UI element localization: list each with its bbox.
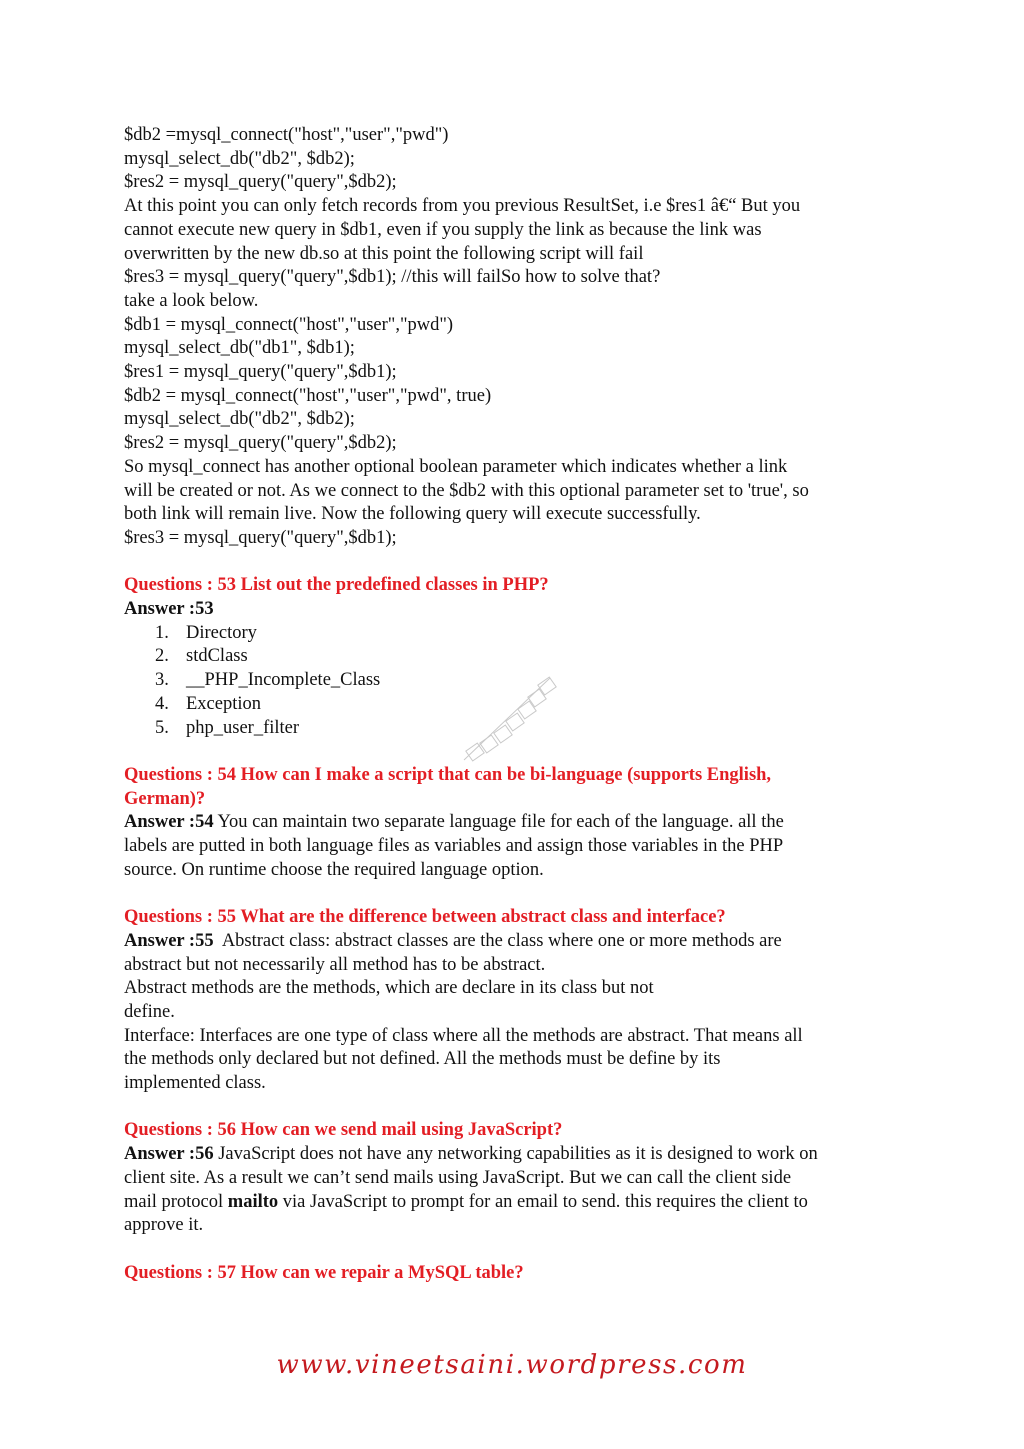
- mailto-keyword: mailto: [227, 1191, 279, 1212]
- section-gap: [124, 551, 904, 575]
- intro-line: both link will remain live. Now the following query will execute successfully.: [124, 504, 701, 525]
- intro-line: $res3 = mysql_query("query",$db1);: [124, 527, 397, 548]
- answer-55-line: [124, 930, 904, 954]
- list-item-number: 5.: [155, 717, 169, 738]
- answer-55-line: define.: [124, 1001, 175, 1022]
- watermark-stamp: [462, 676, 562, 764]
- list-item-number: 3.: [155, 670, 169, 691]
- answer-54-line: [124, 811, 904, 835]
- answer-56-text: JavaScript does not have any networking capabilities as it is designed to work on: [213, 1144, 818, 1165]
- answer-56-line: [124, 1143, 904, 1167]
- intro-line: will be created or not. As we connect to the $db2 with this optional parameter set to 'true', so: [124, 480, 809, 501]
- list-item: [155, 622, 904, 646]
- list-item-number: 1.: [155, 622, 169, 643]
- intro-line: At this point you can only fetch records from you previous ResultSet, i.e $res1 â€“ But you: [124, 196, 801, 217]
- section-gap: [124, 1238, 904, 1262]
- list-item: [155, 645, 904, 669]
- answer-55-text: Abstract class: abstract classes are the class where one or more methods are: [213, 930, 782, 951]
- answer-55-line: Interface: Interfaces are one type of class where all the methods are abstract. That means all: [124, 1025, 803, 1046]
- intro-line: $res1 = mysql_query("query",$db1);: [124, 362, 397, 383]
- answer-56-line: approve it.: [124, 1215, 204, 1236]
- answer-54-text: You can maintain two separate language file for each of the language. all the: [213, 812, 784, 833]
- list-item-text: Directory: [186, 622, 257, 643]
- intro-line: $res3 = mysql_query("query",$db1); //this will failSo how to solve that?: [124, 267, 661, 288]
- list-item-text: __PHP_Incomplete_Class: [186, 670, 381, 691]
- answer-54-label: Answer :54: [124, 812, 214, 833]
- question-57-section: [124, 1262, 904, 1286]
- answer-55-line: implemented class.: [124, 1073, 266, 1094]
- answer-56-text: mail protocol: [124, 1191, 228, 1212]
- intro-line: $db1 = mysql_connect("host","user","pwd"): [124, 314, 454, 335]
- list-item-text: php_user_filter: [186, 717, 300, 738]
- intro-line: mysql_select_db("db1", $db1);: [124, 338, 355, 359]
- answer-56-label: Answer :56: [124, 1144, 214, 1165]
- list-item-text: Exception: [186, 693, 262, 714]
- question-53-heading: Questions : 53 List out the predefined classes in PHP?: [124, 575, 549, 596]
- intro-line: overwritten by the new db.so at this point the following script will fail: [124, 243, 644, 264]
- intro-line: $res2 = mysql_query("query",$db2);: [124, 433, 397, 454]
- question-56-section: [124, 1119, 904, 1238]
- intro-line: mysql_select_db("db2", $db2);: [124, 409, 355, 430]
- section-gap: [124, 882, 904, 906]
- answer-55-line: abstract but not necessarily all method has to be abstract.: [124, 954, 546, 975]
- intro-line: cannot execute new query in $db1, even if you supply the link as because the link was: [124, 219, 762, 240]
- answer-54-line: labels are putted in both language files as variables and assign those variables in the PHP: [124, 836, 784, 857]
- question-54-heading: Questions : 54 How can I make a script that can be bi-language (supports English,: [124, 764, 772, 785]
- answer-56-text: via JavaScript to prompt for an email to send. this requires the client to: [278, 1191, 808, 1212]
- question-54-heading-cont: German)?: [124, 788, 206, 809]
- intro-line: $res2 = mysql_query("query",$db2);: [124, 172, 397, 193]
- question-55-heading: Questions : 55 What are the difference between abstract class and interface?: [124, 907, 726, 928]
- intro-block: [124, 124, 904, 551]
- list-item-text: stdClass: [186, 646, 248, 667]
- list-item-number: 2.: [155, 646, 169, 667]
- section-gap: [124, 1096, 904, 1120]
- answer-55-line: the methods only declared but not defined. All the methods must be define by its: [124, 1049, 721, 1070]
- question-55-section: [124, 906, 904, 1096]
- answer-53-label: Answer :53: [124, 599, 214, 620]
- answer-55-line: Abstract methods are the methods, which are declare in its class but not: [124, 978, 654, 999]
- answer-55-label: Answer :55: [124, 930, 214, 951]
- intro-line: mysql_select_db("db2", $db2);: [124, 148, 355, 169]
- answer-54-line: source. On runtime choose the required language option.: [124, 859, 544, 880]
- footer-website-url: www.vineetsaini.wordpress.com: [276, 1350, 748, 1380]
- question-54-section: [124, 764, 904, 883]
- question-56-heading: Questions : 56 How can we send mail using JavaScript?: [124, 1120, 563, 1141]
- answer-56-line: [124, 1191, 904, 1215]
- intro-line: $db2 =mysql_connect("host","user","pwd"): [124, 125, 449, 145]
- intro-line: So mysql_connect has another optional boolean parameter which indicates whether a link: [124, 456, 788, 477]
- intro-line: take a look below.: [124, 290, 259, 311]
- intro-line: $db2 = mysql_connect("host","user","pwd", true): [124, 385, 492, 406]
- question-57-heading: Questions : 57 How can we repair a MySQL table?: [124, 1262, 524, 1283]
- list-item-number: 4.: [155, 693, 169, 714]
- answer-56-line: client site. As a result we can’t send mails using JavaScript. But we can call the client side: [124, 1167, 792, 1188]
